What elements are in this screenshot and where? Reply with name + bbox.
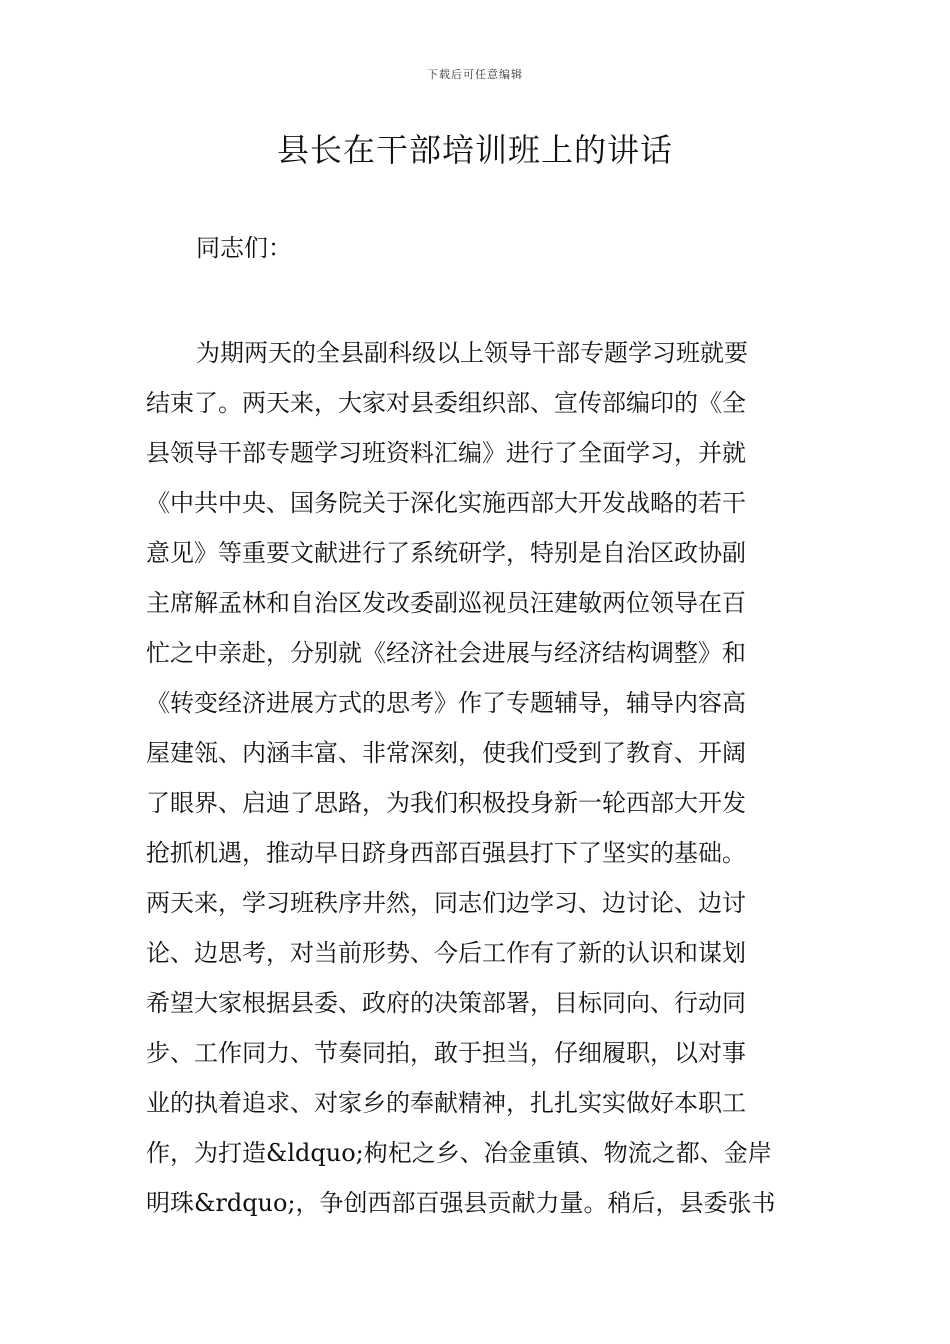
body-line: 业的执着追求、对家乡的奉献精神，扎扎实实做好本职工 <box>146 1089 746 1117</box>
body-line: 了眼界、启迪了思路，为我们积极投身新一轮西部大开发 <box>146 789 746 817</box>
body-line: 县领导干部专题学习班资料汇编》进行了全面学习，并就 <box>146 439 746 467</box>
body-line: 《转变经济进展方式的思考》作了专题辅导，辅导内容高 <box>146 689 746 717</box>
document-title: 县长在干部培训班上的讲话 <box>276 131 673 169</box>
body-line: 意见》等重要文献进行了系统研学，特别是自治区政协副 <box>146 539 746 567</box>
body-line: 论、边思考，对当前形势、今后工作有了新的认识和谋划 <box>146 939 746 967</box>
body-line: 屋建瓴、内涵丰富、非常深刻，使我们受到了教育、开阔 <box>146 739 746 767</box>
body-line: 忙之中亲赴，分别就《经济社会进展与经济结构调整》和 <box>146 639 746 667</box>
body-line: 结束了。两天来，大家对县委组织部、宣传部编印的《全 <box>146 389 746 417</box>
body-line: 希望大家根据县委、政府的决策部署，目标同向、行动同 <box>146 989 746 1017</box>
body-line: 明珠&rdquo;，争创西部百强县贡献力量。稍后，县委张书 <box>146 1189 776 1217</box>
body-paragraph <box>146 328 808 1228</box>
body-line: 《中共中央、国务院关于深化实施西部大开发战略的若干 <box>146 489 746 517</box>
body-line: 为期两天的全县副科级以上领导干部专题学习班就要 <box>196 339 748 367</box>
body-line: 步、工作同力、节奏同拍，敢于担当，仔细履职，以对事 <box>146 1039 746 1067</box>
header-note: 下载后可任意编辑 <box>427 68 523 81</box>
body-line: 两天来，学习班秩序井然，同志们边学习、边讨论、边讨 <box>146 889 746 917</box>
body-line: 抢抓机遇，推动早日跻身西部百强县打下了坚实的基础。 <box>146 839 746 867</box>
body-line: 作，为打造&ldquo;枸杞之乡、冶金重镇、物流之都、金岸 <box>146 1139 772 1167</box>
body-line: 主席解孟林和自治区发改委副巡视员汪建敏两位领导在百 <box>146 589 746 617</box>
salutation: 同志们： <box>196 234 292 262</box>
